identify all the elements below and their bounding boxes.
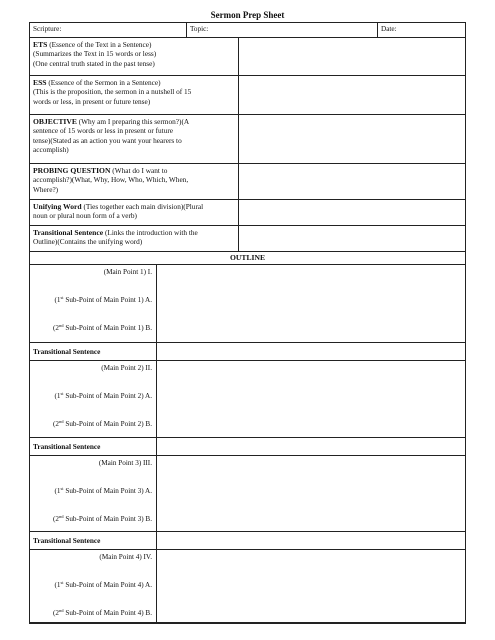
prompt-answer-field[interactable] xyxy=(239,38,465,75)
prompt-text: sentence of 15 words or less in present or future xyxy=(33,126,174,136)
prompt-key: ESS xyxy=(33,78,47,87)
page-title: Sermon Prep Sheet xyxy=(210,10,285,20)
prompt-label xyxy=(30,76,239,114)
sermon-prep-form xyxy=(29,22,466,624)
prompt-row-objective xyxy=(30,115,465,164)
prompt-answer-field[interactable] xyxy=(239,76,465,114)
main-point-answer-field[interactable] xyxy=(157,456,465,531)
ordinal-suffix: nd xyxy=(58,419,64,424)
outline-section xyxy=(30,265,465,623)
main-point-labels xyxy=(30,550,157,622)
prompt-answer-field[interactable] xyxy=(239,115,465,163)
ordinal-suffix: st xyxy=(60,580,64,585)
main-point-answer-field[interactable] xyxy=(157,361,465,437)
sub-point-text: Sub-Point of Main Point 1) B. xyxy=(63,324,152,332)
prompt-label xyxy=(30,164,239,199)
transitional-label: Transitional Sentence xyxy=(30,532,157,549)
prompt-answer-field[interactable] xyxy=(239,164,465,199)
ordinal-number: 2 xyxy=(55,609,59,617)
prompt-text: (This is the proposition, the sermon in a nutshell of 15 xyxy=(33,87,192,97)
ordinal-number: 1 xyxy=(56,296,61,304)
ordinal-number: 1 xyxy=(56,392,61,400)
sub-point-a-label: (1st Sub-Point of Main Point 1) A. xyxy=(54,295,152,304)
transitional-row xyxy=(30,438,465,456)
prompt-label xyxy=(30,115,239,163)
prompt-row-probing-question xyxy=(30,164,465,200)
sub-point-text: Sub-Point of Main Point 2) A. xyxy=(63,392,152,400)
scripture-field[interactable]: Scripture: xyxy=(30,23,187,37)
main-point-label: (Main Point 1) I. xyxy=(103,268,152,276)
sub-point-b-label: (2nd Sub-Point of Main Point 2) B. xyxy=(52,419,152,428)
prompt-text: Outline)(Contains the unifying word) xyxy=(33,237,143,247)
prompt-text: accomplish) xyxy=(33,145,69,155)
transitional-label: Transitional Sentence xyxy=(30,438,157,455)
topic-field[interactable]: Topic: xyxy=(187,23,378,37)
prompt-key: ETS xyxy=(33,40,48,49)
main-point-label: (Main Point 4) IV. xyxy=(99,553,152,561)
sub-point-text: Sub-Point of Main Point 1) A. xyxy=(63,296,152,304)
prompt-label xyxy=(30,38,239,75)
sub-point-text: Sub-Point of Main Point 3) B. xyxy=(63,515,152,523)
prompt-text: noun or plural noun form of a verb) xyxy=(33,211,137,221)
prompt-text: (Links the introduction with the xyxy=(104,228,198,237)
main-point-label: (Main Point 3) III. xyxy=(98,459,152,467)
sub-point-text: Sub-Point of Main Point 3) A. xyxy=(63,487,152,495)
prompt-key: Transitional Sentence xyxy=(33,228,104,237)
prompt-text: (Summarizes the Text in 15 words or less) xyxy=(33,49,157,59)
sub-point-a-label: (1st Sub-Point of Main Point 2) A. xyxy=(54,391,152,400)
prompt-row-ess xyxy=(30,76,465,115)
ordinal-suffix: st xyxy=(60,486,64,491)
outline-heading: OUTLINE xyxy=(30,252,465,265)
ordinal-number: 1 xyxy=(56,487,61,495)
date-field[interactable]: Date: xyxy=(381,25,397,33)
prompt-key: Unifying Word xyxy=(33,202,82,211)
transitional-answer-field[interactable] xyxy=(157,438,465,455)
sub-point-text: Sub-Point of Main Point 4) B. xyxy=(63,609,152,617)
prompt-row-unifying-word xyxy=(30,200,465,226)
prompt-text: tense)(Stated as an action you want your hearers to xyxy=(33,135,182,145)
prompt-text: accomplish?)(What, Why, How, Who, Which, When, xyxy=(33,175,189,185)
main-point-labels xyxy=(30,265,157,342)
ordinal-suffix: nd xyxy=(58,323,64,328)
prompt-row-ets xyxy=(30,38,465,76)
ordinal-number: 2 xyxy=(55,420,59,428)
prompt-text: Where?) xyxy=(33,184,59,194)
prompt-key: OBJECTIVE xyxy=(33,117,77,126)
prompt-answer-field[interactable] xyxy=(239,226,465,251)
transitional-answer-field[interactable] xyxy=(157,343,465,360)
prompt-label xyxy=(30,200,239,225)
prompt-label xyxy=(30,226,239,251)
prompt-row-transitional-sentence xyxy=(30,226,465,252)
transitional-row xyxy=(30,343,465,361)
transitional-row xyxy=(30,532,465,550)
ordinal-number: 2 xyxy=(55,324,59,332)
transitional-answer-field[interactable] xyxy=(157,532,465,549)
ordinal-suffix: st xyxy=(60,295,64,300)
sub-point-text: Sub-Point of Main Point 4) A. xyxy=(63,581,152,589)
prompt-rows xyxy=(30,38,465,252)
main-point-label: (Main Point 2) II. xyxy=(101,364,152,372)
prompt-text: (What do I want to xyxy=(112,166,168,175)
ordinal-number: 2 xyxy=(55,515,59,523)
main-point-labels xyxy=(30,361,157,437)
main-point-row-1 xyxy=(30,265,465,343)
sub-point-a-label: (1st Sub-Point of Main Point 4) A. xyxy=(54,580,152,589)
sub-point-b-label: (2nd Sub-Point of Main Point 4) B. xyxy=(52,608,152,617)
prompt-text: (Essence of the Sermon in a Sentence) xyxy=(48,78,161,87)
main-point-row-4 xyxy=(30,550,465,623)
sub-point-text: Sub-Point of Main Point 2) B. xyxy=(63,420,152,428)
ordinal-suffix: nd xyxy=(58,608,64,613)
ordinal-suffix: nd xyxy=(58,514,64,519)
prompt-answer-field[interactable] xyxy=(239,200,465,225)
prompt-text: (One central truth stated in the past tense) xyxy=(33,58,155,68)
main-point-answer-field[interactable] xyxy=(157,265,465,342)
header-row xyxy=(30,23,465,38)
transitional-label: Transitional Sentence xyxy=(30,343,157,360)
prompt-text: (Why am I preparing this sermon?)(A xyxy=(78,117,190,126)
prompt-text: (Ties together each main division)(Plural xyxy=(83,202,204,211)
main-point-answer-field[interactable] xyxy=(157,550,465,622)
sub-point-a-label: (1st Sub-Point of Main Point 3) A. xyxy=(54,486,152,495)
prompt-text: words or less, in present or future tense) xyxy=(33,96,151,106)
sub-point-b-label: (2nd Sub-Point of Main Point 3) B. xyxy=(52,514,152,523)
main-point-labels xyxy=(30,456,157,531)
ordinal-number: 1 xyxy=(56,581,61,589)
prompt-key: PROBING QUESTION xyxy=(33,166,111,175)
prompt-text: (Essence of the Text in a Sentence) xyxy=(49,40,152,49)
sub-point-b-label: (2nd Sub-Point of Main Point 1) B. xyxy=(52,323,152,332)
main-point-row-2 xyxy=(30,361,465,438)
ordinal-suffix: st xyxy=(60,391,64,396)
main-point-row-3 xyxy=(30,456,465,532)
